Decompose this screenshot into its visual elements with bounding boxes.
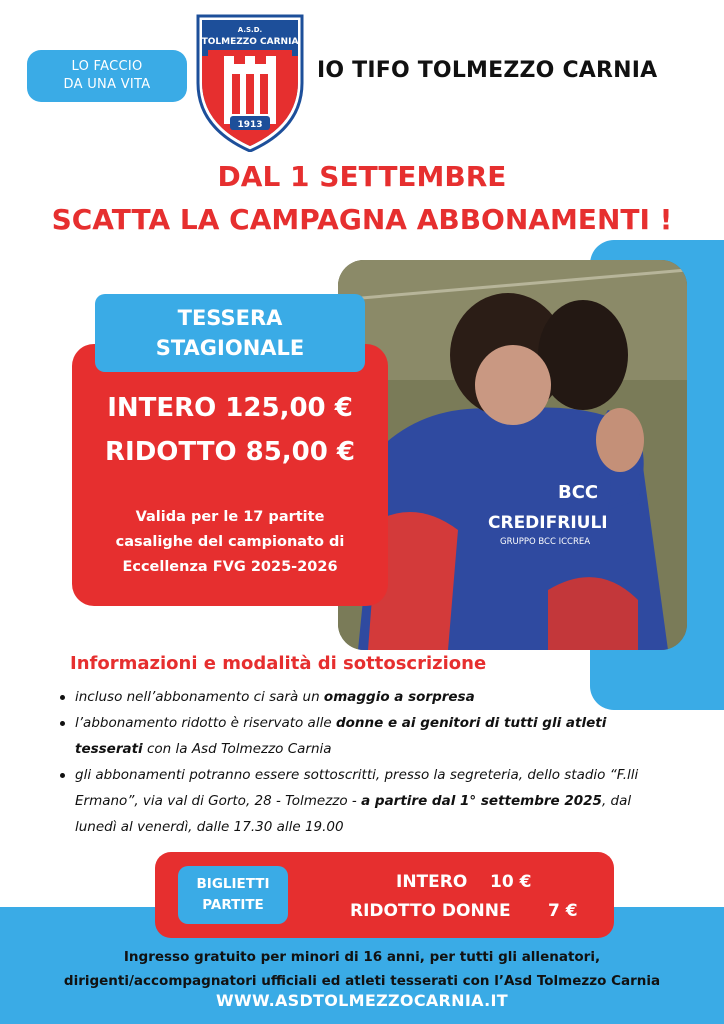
headline-date: DAL 1 SETTEMBRE bbox=[217, 160, 507, 193]
ticket-reduced-label: RIDOTTO DONNE bbox=[350, 901, 511, 921]
ticket-full-value: 10 € bbox=[490, 872, 532, 892]
item2-text-end: con la Asd Tolmezzo Carnia bbox=[142, 741, 332, 757]
list-item bbox=[58, 710, 668, 762]
season-ticket-tag bbox=[95, 294, 365, 372]
info-section-title: Informazioni e modalità di sottoscrizione bbox=[70, 653, 487, 674]
crest-year-text: 1913 bbox=[237, 120, 263, 130]
tickets-tag-line1: BIGLIETTI bbox=[196, 876, 270, 892]
validity-line3: Eccellenza FVG 2025-2026 bbox=[122, 559, 338, 575]
page-title: IO TIFO TOLMEZZO CARNIA bbox=[317, 58, 658, 83]
season-price-full: INTERO 125,00 € bbox=[107, 393, 353, 423]
jersey-text-bcc: BCC bbox=[558, 482, 599, 503]
list-item bbox=[58, 762, 668, 840]
club-crest-logo bbox=[194, 12, 306, 152]
season-price-reduced: RIDOTTO 85,00 € bbox=[105, 437, 355, 467]
slogan-line1: LO FACCIO bbox=[71, 59, 143, 74]
validity-line2: casalighe del campionato di bbox=[115, 534, 345, 550]
item1-text: incluso nell’abbonamento ci sarà un bbox=[75, 689, 324, 705]
slogan-badge bbox=[27, 50, 187, 102]
free-entry-note bbox=[0, 945, 724, 993]
season-ticket-tag-line2: STAGIONALE bbox=[155, 336, 305, 360]
free-entry-line2: dirigenti/accompagnatori ufficiali ed atleti tesserati con l’Asd Tolmezzo Carnia bbox=[63, 973, 661, 989]
ticket-reduced-value: 7 € bbox=[548, 901, 578, 921]
tickets-tag-line2: PARTITE bbox=[202, 897, 264, 913]
item3-text: gli abbonamenti potranno essere sottoscritti, presso la segreteria, dello stadio “F.lli Ermano”, via val di Gorto, 28 - Tolmezzo - bbox=[75, 767, 639, 809]
item1-bold: omaggio a sorpresa bbox=[323, 689, 475, 705]
jersey-text-gruppo: GRUPPO BCC ICCREA bbox=[500, 537, 591, 547]
list-item bbox=[58, 684, 668, 710]
free-entry-line1: Ingresso gratuito per minori di 16 anni, per tutti gli allenatori, bbox=[123, 949, 601, 965]
item3-bold: a partire dal 1° settembre 2025 bbox=[361, 793, 602, 809]
headline-campaign: SCATTA LA CAMPAGNA ABBONAMENTI ! bbox=[51, 203, 673, 236]
crest-name-text: TOLMEZZO CARNIA bbox=[201, 37, 299, 47]
match-tickets-tag bbox=[178, 866, 288, 924]
season-validity-text bbox=[72, 505, 388, 580]
players-photo bbox=[338, 260, 687, 650]
jersey-text-credifriuli: CREDIFRIULI bbox=[488, 513, 608, 533]
info-list bbox=[58, 684, 668, 840]
website-link[interactable]: WWW.ASDTOLMEZZOCARNIA.IT bbox=[216, 991, 508, 1010]
season-ticket-tag-line1: TESSERA bbox=[177, 306, 283, 330]
crest-asd-text: A.S.D. bbox=[237, 26, 263, 34]
item3-text-end: , dal lunedì al venerdì, dalle 17.30 alle 19.00 bbox=[75, 793, 632, 835]
validity-line1: Valida per le 17 partite bbox=[135, 509, 325, 525]
item2-text: l’abbonamento ridotto è riservato alle bbox=[75, 715, 336, 731]
ticket-full-label: INTERO bbox=[396, 872, 468, 892]
item2-bold: donne e ai genitori di tutti gli atleti tesserati bbox=[75, 715, 607, 757]
slogan-line2: DA UNA VITA bbox=[63, 77, 151, 92]
